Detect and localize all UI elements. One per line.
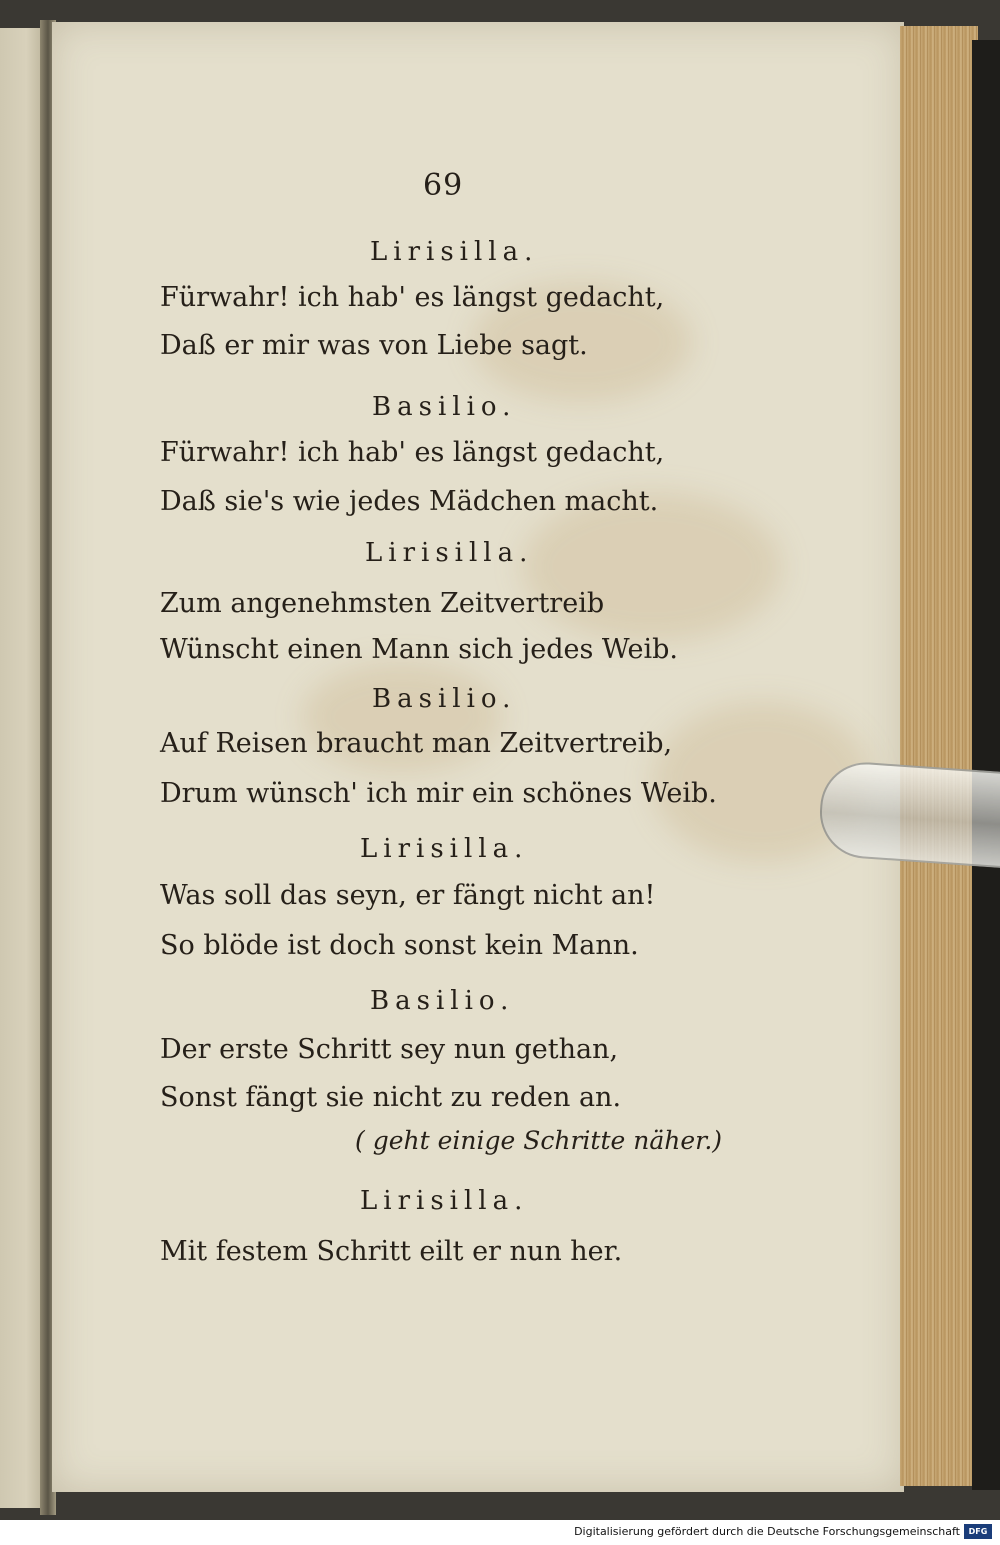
verse-line: Mit festem Schritt eilt er nun her.: [160, 1236, 623, 1267]
verse-line: Der erste Schritt sey nun gethan,: [160, 1034, 619, 1065]
verse-line: Drum wünsch' ich mir ein schönes Weib.: [160, 778, 717, 809]
verse-line: So blöde ist doch sonst kein Mann.: [160, 930, 639, 961]
speaker-name: Lirisilla.: [370, 237, 539, 267]
speaker-name: Basilio.: [370, 986, 515, 1016]
cover-edge: [972, 40, 1000, 1490]
verse-line: Fürwahr! ich hab' es längst gedacht,: [160, 282, 665, 313]
speaker-name: Basilio.: [372, 684, 517, 714]
verse-line: Sonst fängt sie nicht zu reden an.: [160, 1082, 622, 1113]
verse-line: Daß er mir was von Liebe sagt.: [160, 330, 588, 361]
speaker-name: Lirisilla.: [360, 1186, 529, 1216]
left-page-edge: [0, 28, 44, 1508]
dfg-logo: DFG: [964, 1524, 992, 1539]
verse-line: Was soll das seyn, er fängt nicht an!: [160, 880, 656, 911]
funding-credit: Digitalisierung gefördert durch die Deutsche Forschungsgemeinschaft: [574, 1525, 960, 1538]
verse-line: Auf Reisen braucht man Zeitvertreib,: [160, 728, 673, 759]
glass-bookmark: [817, 759, 1000, 868]
speaker-name: Lirisilla.: [365, 538, 534, 568]
stage-direction: ( geht einige Schritte näher.): [355, 1126, 723, 1155]
verse-line: Fürwahr! ich hab' es längst gedacht,: [160, 437, 665, 468]
verse-line: Wünscht einen Mann sich jedes Weib.: [160, 634, 678, 665]
page-block-edge: [900, 26, 978, 1486]
credit-bar: [0, 1520, 1000, 1545]
speaker-name: Basilio.: [372, 392, 517, 422]
page-number: 69: [423, 168, 464, 203]
speaker-name: Lirisilla.: [360, 834, 529, 864]
verse-line: Daß sie's wie jedes Mädchen macht.: [160, 486, 659, 517]
verse-line: Zum angenehmsten Zeitvertreib: [160, 588, 605, 619]
